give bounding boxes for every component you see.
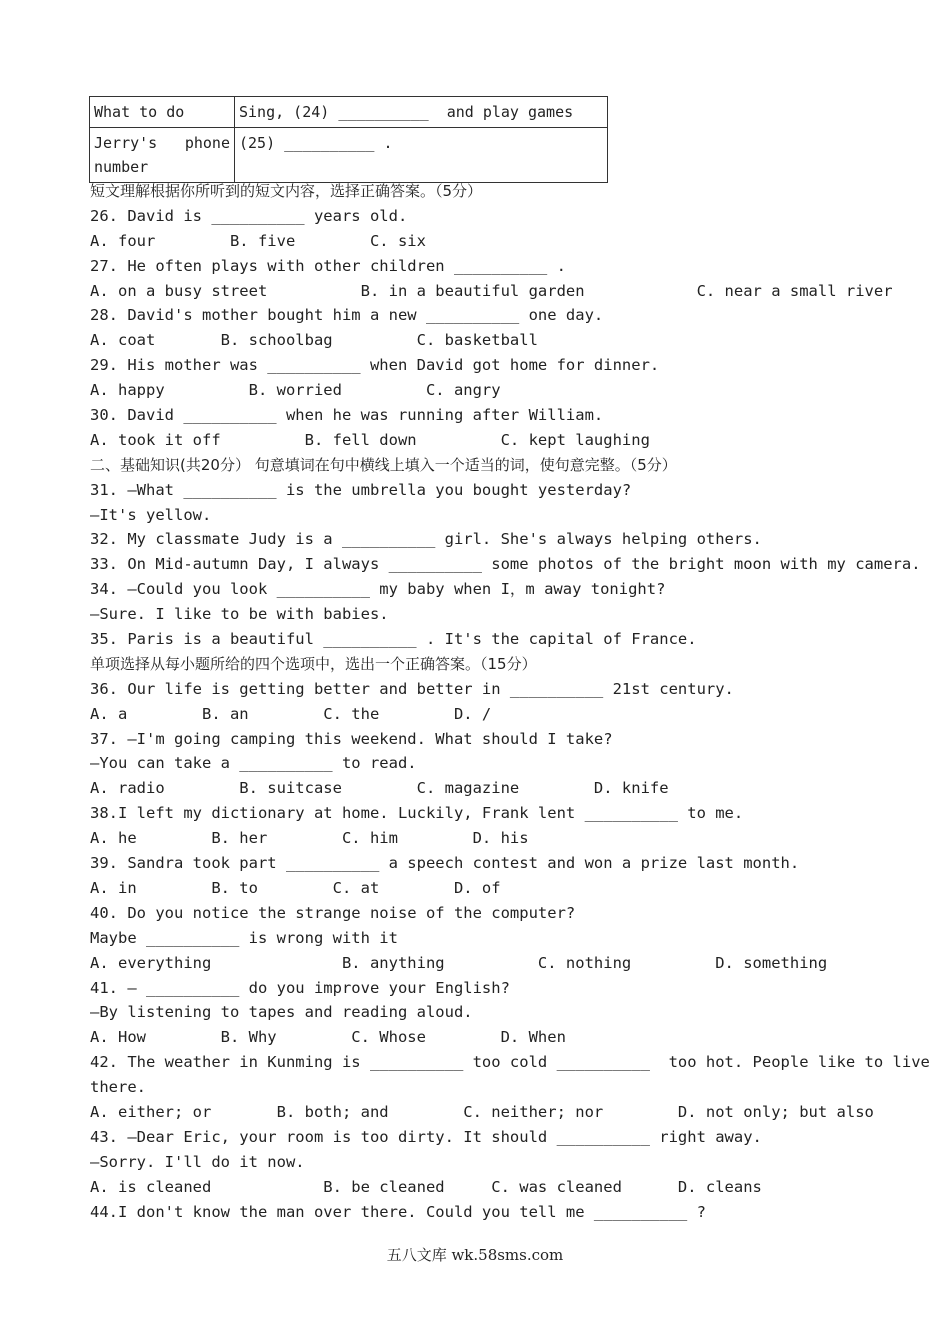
phone-label-line2: number <box>94 158 149 176</box>
question-31: 31. —What __________ is the umbrella you bought yesterday? <box>90 480 632 499</box>
question-list <box>90 179 930 1224</box>
question-28: 28. David's mother bought him a new __________ one day. <box>90 306 604 325</box>
question-32: 32. My classmate Judy is a __________ girl. She's always helping others. <box>90 530 762 549</box>
section-heading-listening: 短文理解根据你所听到的短文内容，选择正确答案。（5分） <box>90 182 483 200</box>
question-35: 35. Paris is a beautiful __________ . It's the capital of France. <box>90 630 697 649</box>
options-41: A. How B. Why C. Whose D. When <box>90 1028 566 1047</box>
question-27: 27. He often plays with other children __________ . <box>90 256 566 275</box>
table-row <box>90 97 608 128</box>
question-34: 34. —Could you look __________ my baby when I，m away tonight? <box>90 580 666 599</box>
blank-25: __________ <box>284 134 375 152</box>
row2-prefix: (25) <box>239 134 285 152</box>
row2-suffix: . <box>374 134 393 152</box>
answer-34: —Sure. I like to be with babies. <box>90 605 389 624</box>
question-29: 29. His mother was __________ when David got home for dinner. <box>90 356 660 375</box>
footer-watermark: 五八文库 wk.58sms.com <box>386 1246 564 1264</box>
options-27: A. on a busy street B. in a beautiful garden C. near a small river <box>90 281 893 300</box>
answer-43: —Sorry. I'll do it now. <box>90 1152 305 1171</box>
options-42: A. either; or B. both; and C. neither; nor D. not only; but also <box>90 1102 874 1121</box>
phone-label-line1 <box>94 131 230 155</box>
phone-label-word-b: phone <box>184 134 230 152</box>
section-heading-basics: 二、基础知识(共20分） 句意填词在句中横线上填入一个适当的词，使句意完整。（5分） <box>90 455 677 474</box>
options-39: A. in B. to C. at D. of <box>90 878 501 897</box>
table-label-cell <box>90 97 235 128</box>
what-to-do-label: What to do <box>94 103 185 121</box>
options-36: A. a B. an C. the D. / <box>90 704 492 723</box>
options-30: A. took it off B. fell down C. kept laughing <box>90 430 650 449</box>
question-30: 30. David __________ when he was running after William. <box>90 406 604 425</box>
options-28: A. coat B. schoolbag C. basketball <box>90 331 538 350</box>
question-37: 37. —I'm going camping this weekend. What should I take? <box>90 729 613 748</box>
question-26: 26. David is __________ years old. <box>90 206 408 225</box>
table-label-cell <box>90 128 235 183</box>
question-42-line2: there. <box>90 1078 146 1097</box>
question-40-line2: Maybe __________ is wrong with it <box>90 928 398 947</box>
table-value-cell <box>235 128 608 183</box>
options-29: A. happy B. worried C. angry <box>90 381 501 400</box>
options-43: A. is cleaned B. be cleaned C. was cleaned D. cleans <box>90 1177 762 1196</box>
question-40: 40. Do you notice the strange noise of the computer? <box>90 903 576 922</box>
answer-41: —By listening to tapes and reading aloud. <box>90 1003 473 1022</box>
question-39: 39. Sandra took part __________ a speech contest and won a prize last month. <box>90 854 800 873</box>
answer-31: —It's yellow. <box>90 505 212 524</box>
question-36: 36. Our life is getting better and better in __________ 21st century. <box>90 679 734 698</box>
row1-suffix: and play games <box>428 103 574 121</box>
table-value-cell <box>235 97 608 128</box>
phone-label-word-a: Jerry's <box>94 134 158 152</box>
question-41: 41. — __________ do you improve your English? <box>90 978 510 997</box>
question-44: 44.I don't know the man over there. Could you tell me __________ ? <box>90 1202 706 1221</box>
options-40: A. everything B. anything C. nothing D. something <box>90 953 828 972</box>
options-38: A. he B. her C. him D. his <box>90 829 529 848</box>
options-26: A. four B. five C. six <box>90 231 426 250</box>
table-row <box>90 128 608 183</box>
info-table <box>89 96 608 183</box>
question-42: 42. The weather in Kunming is __________ too cold __________ too hot. People like to live <box>90 1053 930 1072</box>
options-37: A. radio B. suitcase C. magazine D. knife <box>90 779 669 798</box>
question-38: 38.I left my dictionary at home. Luckily, Frank lent __________ to me. <box>90 804 744 823</box>
question-37-line2: —You can take a __________ to read. <box>90 754 417 773</box>
question-33: 33. On Mid-autumn Day, I always __________ some photos of the bright moon with my camera. <box>90 555 921 574</box>
blank-24: __________ <box>338 103 429 121</box>
section-heading-choice: 单项选择从每小题所给的四个选项中，选出一个正确答案。（15分） <box>90 654 537 673</box>
question-43: 43. —Dear Eric, your room is too dirty. It should __________ right away. <box>90 1127 762 1146</box>
row1-prefix: Sing, (24) <box>239 103 339 121</box>
